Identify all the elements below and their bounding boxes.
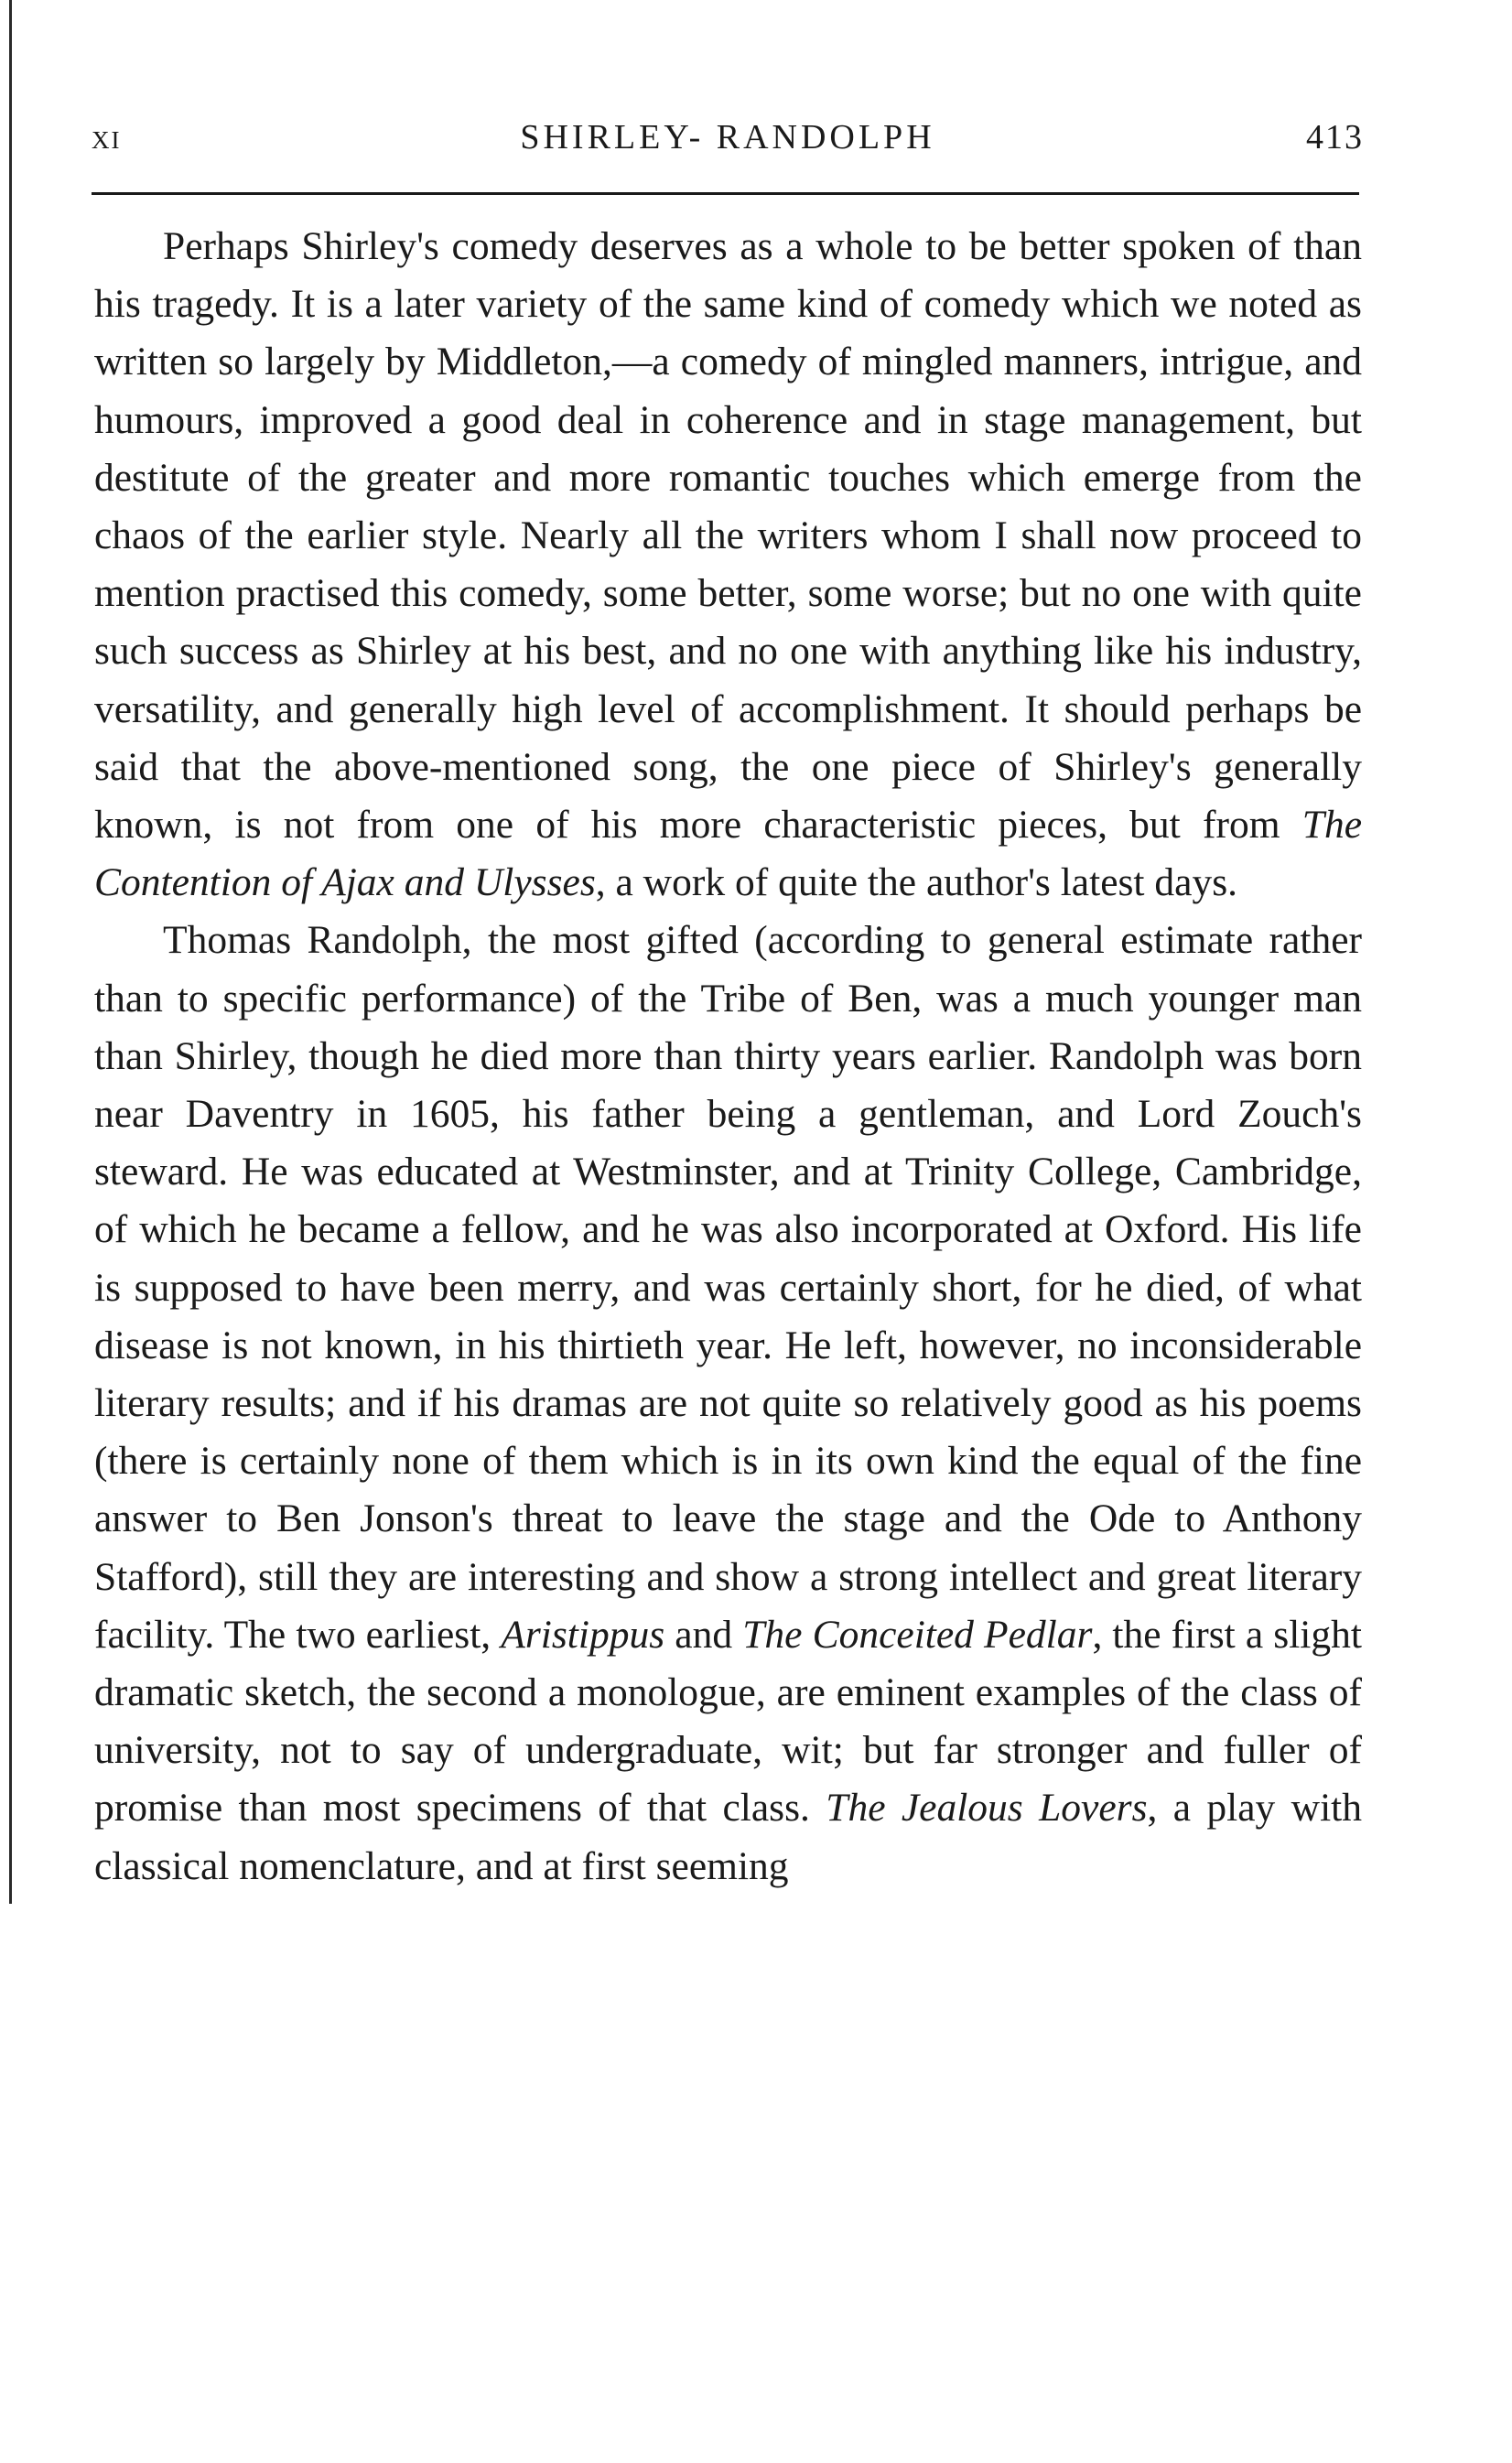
paragraph — [94, 218, 1362, 912]
italic-title-conceited-pedlar: The Conceited Pedlar — [742, 1612, 1093, 1657]
chapter-number: xi — [92, 118, 122, 157]
text-run: , a play with classical nomenclature, and at first seeming — [94, 1786, 1363, 1888]
text-run: Perhaps Shirley's comedy deserves as a whole to be better spoken of than his tragedy. It is a later variety of the same kind of comedy which we noted as written so largely by Middleton,—a comedy of mingled manners, intrigue, and humours, improved a good deal in coherence and in stage management, but destitute of the greater and more romantic touches which emerge from the chaos of the earlier style. Nearly all the writers whom I shall now proceed to mention practised this comedy, some better, some worse; but no one with quite such success as Shirley at his best, and no one with anything like his industry, versatility, and generally high level of accomplishment. It should perhaps be said that the above-mentioned song, the one piece of Shirley's generally known, is not from one of his more characteristic pieces, but from — [94, 224, 1362, 848]
gutter-shadow-line — [9, 0, 12, 1904]
running-title: SHIRLEY- RANDOLPH — [520, 118, 935, 157]
header-rule — [92, 192, 1359, 195]
italic-title-aristippus: Aristippus — [501, 1612, 665, 1657]
paragraph — [94, 912, 1362, 1895]
text-run: , a work of quite the author's latest days. — [595, 860, 1237, 905]
text-run: , the first a slight dramatic sketch, the second a monologue, are eminent examples of the class of university, not to say of undergraduate, wit; but far stronger and fuller of promise than most specimens of that class. — [94, 1612, 1362, 1831]
italic-title-contention: The Contention of Ajax and Ulysses — [94, 803, 1362, 905]
running-head — [92, 117, 1364, 163]
text-run: and — [664, 1612, 743, 1657]
body-text — [94, 218, 1362, 1896]
text-run: Thomas Randolph, the most gifted (according to general estimate rather than to specific performance) of the Tribe of Ben, was a much younger man than Shirley, though he died more than thirty years earlier. Randolph was born near Daventry in 1605, his father being a gentleman, and Lord Zouch's steward. He was educated at Westminster, and at Trinity College, Cambridge, of which he became a fellow, and he was also incorporated at Oxford. His life is supposed to have been merry, and was certainly short, for he died, of what disease is not known, in his thirtieth year. He left, however, no inconsiderable literary results; and if his dramas are not quite so relatively good as his poems (there is certainly none of them which is in its own kind the equal of the fine answer to Ben Jonson's threat to leave the stage and the Ode to Anthony Stafford), still they are interesting and show a strong intellect and great literary facility. The two earliest, — [94, 918, 1362, 1657]
page-number: 413 — [1306, 118, 1364, 157]
italic-title-jealous-lovers: The Jealous Lovers — [826, 1786, 1148, 1831]
